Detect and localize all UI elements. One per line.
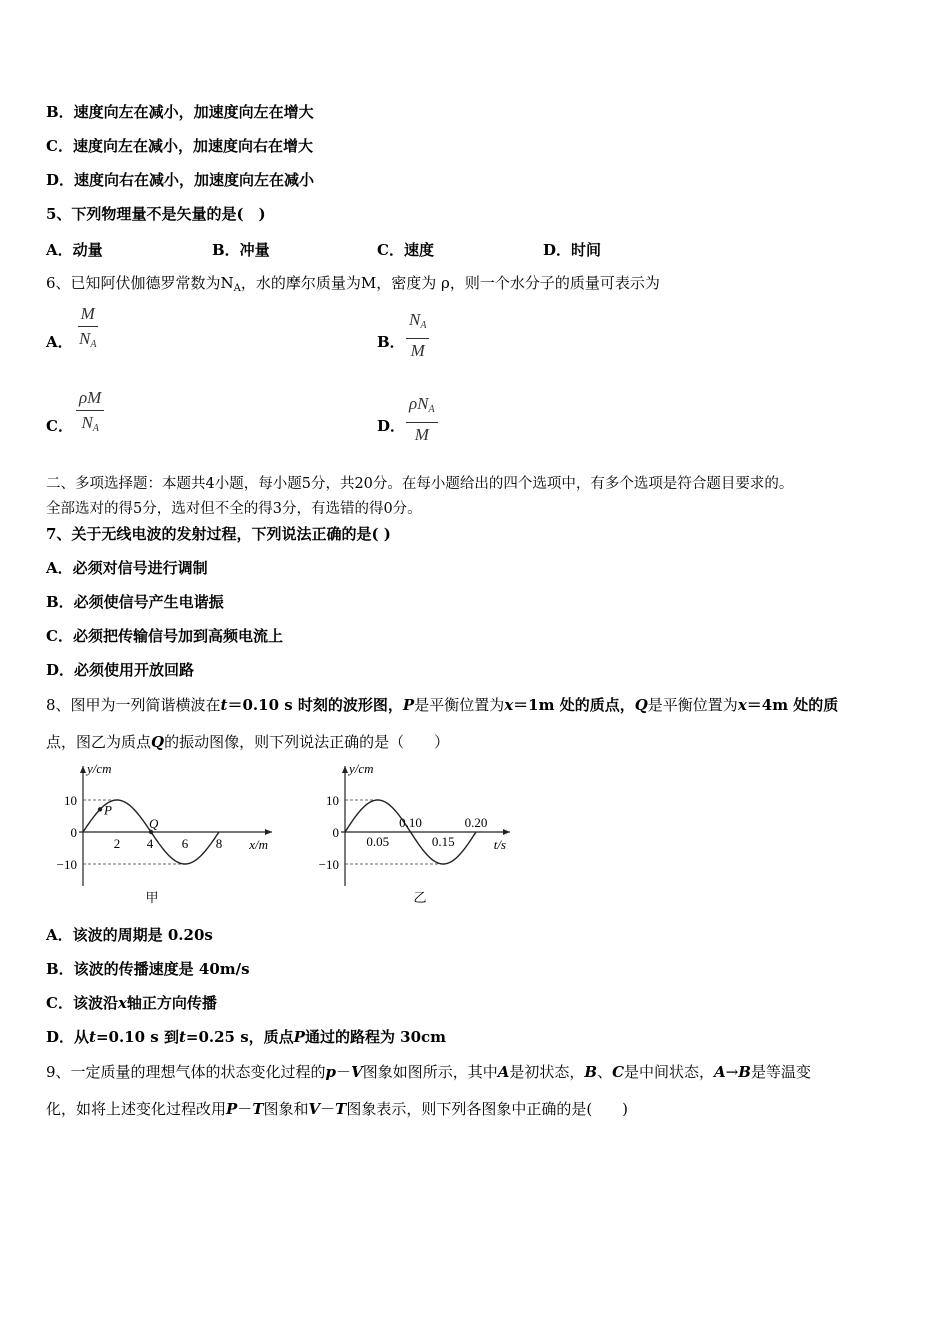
chart-jia-x-tick-label-0: 2	[113, 836, 121, 851]
chart-jia-x-tick-label-1: 4	[146, 836, 154, 851]
chart-yi-x-tick-label-1: 0.10	[399, 815, 422, 830]
q5-option-d: D．时间	[543, 241, 602, 259]
q6-option-d-fraction: $\rho N_A$ M	[406, 394, 438, 445]
q7-stem: 7、关于无线电波的发射过程，下列说法正确的是( )	[46, 525, 391, 543]
q7-option-c: C．必须把传输信号加到高频电流上	[46, 627, 283, 645]
chart-yi-x-arrow	[503, 829, 510, 835]
wave-chart-jia	[40, 760, 280, 908]
chart-yi-title: 乙	[413, 890, 427, 905]
q5-option-a: A．动量	[46, 241, 103, 259]
q9-stem-line1: 9、一定质量的理想气体的状态变化过程的p－V图象如图所示，其中A是初状态，B、C是中间状态，A→B是等温变	[46, 1063, 811, 1081]
chart-jia-x-tick-label-2: 6	[181, 836, 189, 851]
q8-stem-line2: 点，图乙为质点Q的振动图像，则下列说法正确的是（ ）	[46, 733, 450, 751]
chart-jia-point-label-Q: Q	[149, 816, 159, 831]
q7-option-a: A．必须对信号进行调制	[46, 559, 208, 577]
chart-jia-title: 甲	[145, 890, 159, 905]
q5-option-b: B．冲量	[212, 241, 270, 259]
q9-stem-line2: 化，如将上述变化过程改用P－T图象和V－T图象表示，则下列各图象中正确的是( )	[46, 1100, 629, 1118]
chart-yi-y-arrow	[342, 766, 348, 773]
q5-stem: 5、下列物理量不是矢量的是( )	[46, 205, 266, 223]
q6-option-d-label: D．	[377, 417, 406, 435]
chart-yi-y-axis-label: y/cm	[349, 761, 374, 776]
chart-jia-point-P	[98, 807, 102, 811]
chart-jia-y-tick-label-1: 0	[70, 825, 77, 840]
q8-option-c: C．该波沿x轴正方向传播	[46, 994, 217, 1012]
chart-yi-x-tick-label-0: 0.05	[366, 834, 390, 849]
q7-option-b: B．必须使信号产生电谐振	[46, 593, 224, 611]
q6-stem: 6、已知阿伏伽德罗常数为$N_A$，水的摩尔质量为M，密度为 ρ，则一个水分子的质量可表示为	[46, 274, 660, 294]
q8-option-d: D．从t=0.10 s 到t=0.25 s，质点P通过的路程为 30cm	[46, 1028, 447, 1046]
q6-option-b-label: B．	[377, 333, 405, 351]
section2-heading-line1: 二、多项选择题：本题共4小题，每小题5分，共20分。在每小题给出的四个选项中，有多个选项是符合题目要求的。	[46, 476, 794, 492]
q8-option-a: A．该波的周期是 0.20s	[46, 926, 213, 944]
q8-option-b: B．该波的传播速度是 40m/s	[46, 960, 250, 978]
chart-jia-x-axis-label: x/m	[249, 837, 268, 852]
q4-option-d: D．速度向右在减小，加速度向左在减小	[46, 171, 315, 189]
q6-option-c-label: C．	[46, 417, 73, 435]
chart-jia-x-arrow	[265, 829, 272, 835]
chart-jia-x-tick-label-3: 8	[215, 836, 223, 851]
chart-jia-y-tick-label-2: −10	[56, 857, 77, 872]
q4-option-c: C．速度向左在减小，加速度向右在增大	[46, 137, 313, 155]
q6-option-b-fraction: $\frac{N_A}{M}$	[406, 310, 429, 361]
chart-yi-y-tick-label-0: 10	[326, 793, 339, 808]
q6-option-c-fraction: $\frac{\rho M}{N_A}$	[76, 388, 104, 439]
q4-option-b: B．速度向左在减小，加速度向左在增大	[46, 103, 314, 121]
chart-jia-y-axis-label: y/cm	[87, 761, 112, 776]
chart-yi-x-tick-label-3: 0.20	[464, 815, 488, 830]
q6-option-a-label: A．	[46, 333, 73, 351]
chart-yi-x-tick-label-2: 0.15	[431, 834, 455, 849]
vibration-chart-yi	[300, 760, 520, 908]
chart-jia-point-label-P: P	[104, 802, 112, 818]
section2-heading-line2: 全部选对的得5分，选对但不全的得3分，有选错的得0分。	[46, 501, 422, 517]
q5-option-c: C．速度	[377, 241, 434, 259]
chart-jia-y-tick-label-0: 10	[64, 793, 77, 808]
chart-yi-x-axis-label: t/s	[493, 837, 506, 852]
q8-stem-line1: 8、图甲为一列简谐横波在t＝0.10 s 时刻的波形图，P是平衡位置为x＝1m 处的质点，Q是平衡位置为x＝4m 处的质	[46, 696, 839, 714]
chart-jia-y-arrow	[80, 766, 86, 773]
q6-option-a-fraction: $\frac{M}{N_A}$	[79, 304, 97, 350]
q7-option-d: D．必须使用开放回路	[46, 661, 195, 679]
chart-yi-y-tick-label-2: −10	[318, 857, 339, 872]
chart-yi-y-tick-label-1: 0	[332, 825, 339, 840]
